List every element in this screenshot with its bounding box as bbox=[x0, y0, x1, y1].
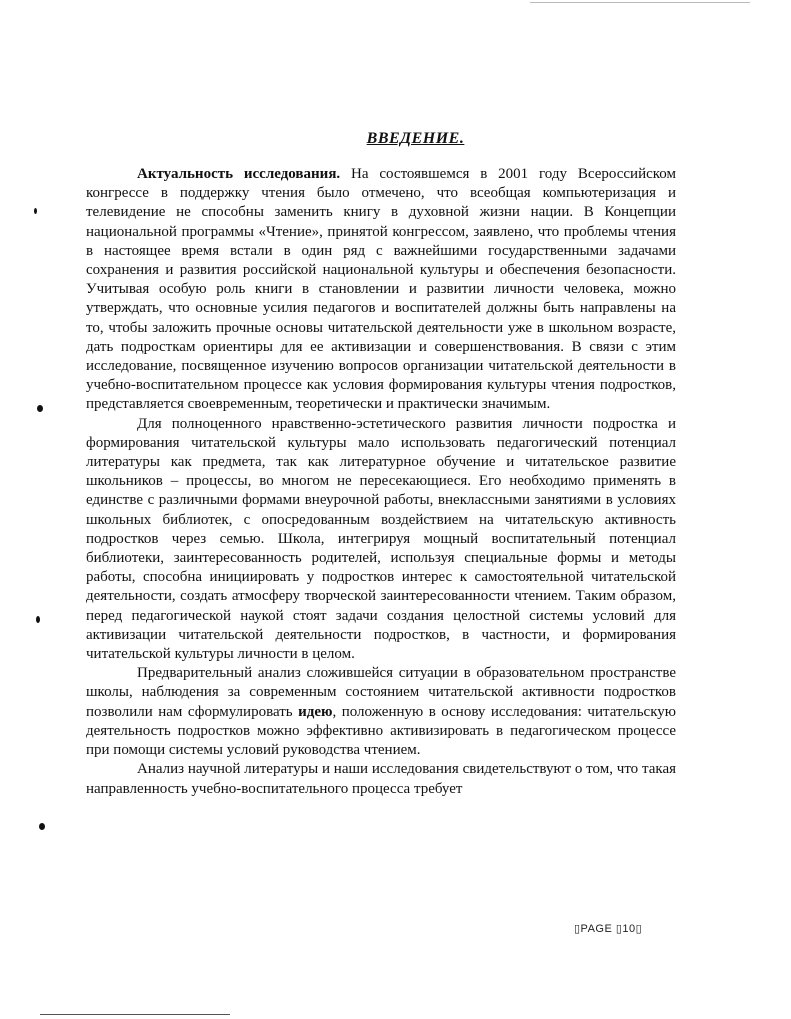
paragraph-lead: Актуальность исследования. bbox=[137, 166, 341, 182]
scan-line-bottom bbox=[40, 1014, 230, 1015]
page-title: ВВЕДЕНИЕ. bbox=[366, 130, 465, 147]
page-number-field: ▯PAGE ▯10▯ bbox=[574, 923, 643, 935]
scan-line-top bbox=[530, 2, 750, 3]
body-text bbox=[86, 165, 676, 799]
paragraph-development: Для полноценного нравственно-эстетического развития личности подростка и формирования читательской культуры мало использовать педагогический потенциал литературы как предмета, так как литературное обучение и читательское развитие школьников – процессы, во многом не пересекающиеся. Его необходимо применять в единстве с различными формами внеурочной работы, внеклассными занятиями в условиях школьных библиотек, с опосредованным воздействием на читательскую активность подростков через семью. Школа, интегрируя мощный воспитательный потенциал библиотеки, заинтересованность родителей, используя специальные формы и методы работы, способна инициировать у подростков интерес к самостоятельной читательской деятельности, создать атмосферу творческой заинтересованности чтением. Таким образом, перед педагогической наукой стоят задачи создания целостной системы условий для активизации читательской деятельности подростков, в частности, и формирования читательской культуры личности в целом. bbox=[86, 415, 676, 663]
margin-mark bbox=[39, 823, 45, 830]
idea-emphasis: идею bbox=[298, 703, 333, 720]
paragraph-text: На состоявшемся в 2001 году Всероссийском конгрессе в поддержку чтения было отмечено, что всеобщая компьютеризация и телевидение не способны заменить книгу в духовной жизни нации. В Концепции национальной программы «Чтение», принятой конгрессом, заявлено, что проблемы чтения в настоящее время встали в один ряд с важнейшими государственными задачами сохранения и развития российской национальной культуры и обеспечения безопасности. Учитывая особую роль книги в становлении и развитии личности человека, можно утверждать, что основные усилия педагогов и воспитателей должны быть направлены на то, чтобы заложить прочные основы читательской деятельности уже в школьном возрасте, дать подросткам ориентиры для ее активизации и совершенствования. В связи с этим исследование, посвященное изучению вопросов организации читательской деятельности в учебно-воспитательном процессе как условия формирования культуры чтения подростков, представляется своевременным, теоретически и практически значимым. bbox=[86, 166, 676, 413]
paragraph-text: Предварительный анализ сложившейся ситуации в образовательном пространстве школы, наблюдения за современным состоянием читательской активности подростков позволили нам сформулировать bbox=[86, 665, 676, 720]
paragraph-relevance bbox=[86, 165, 676, 415]
paragraph-analysis: Анализ научной литературы и наши исследования свидетельствуют о том, что такая направленность учебно-воспитательного процесса требует bbox=[86, 761, 676, 797]
margin-mark bbox=[36, 616, 40, 623]
paragraph-text: , положенную в основу исследования: читательскую деятельность подростков можно эффективно активизировать в педагогическом процессе при помощи системы условий руководства чтением. bbox=[86, 703, 676, 759]
margin-mark bbox=[37, 405, 43, 412]
paragraph-idea bbox=[86, 664, 676, 760]
margin-mark bbox=[34, 208, 37, 214]
